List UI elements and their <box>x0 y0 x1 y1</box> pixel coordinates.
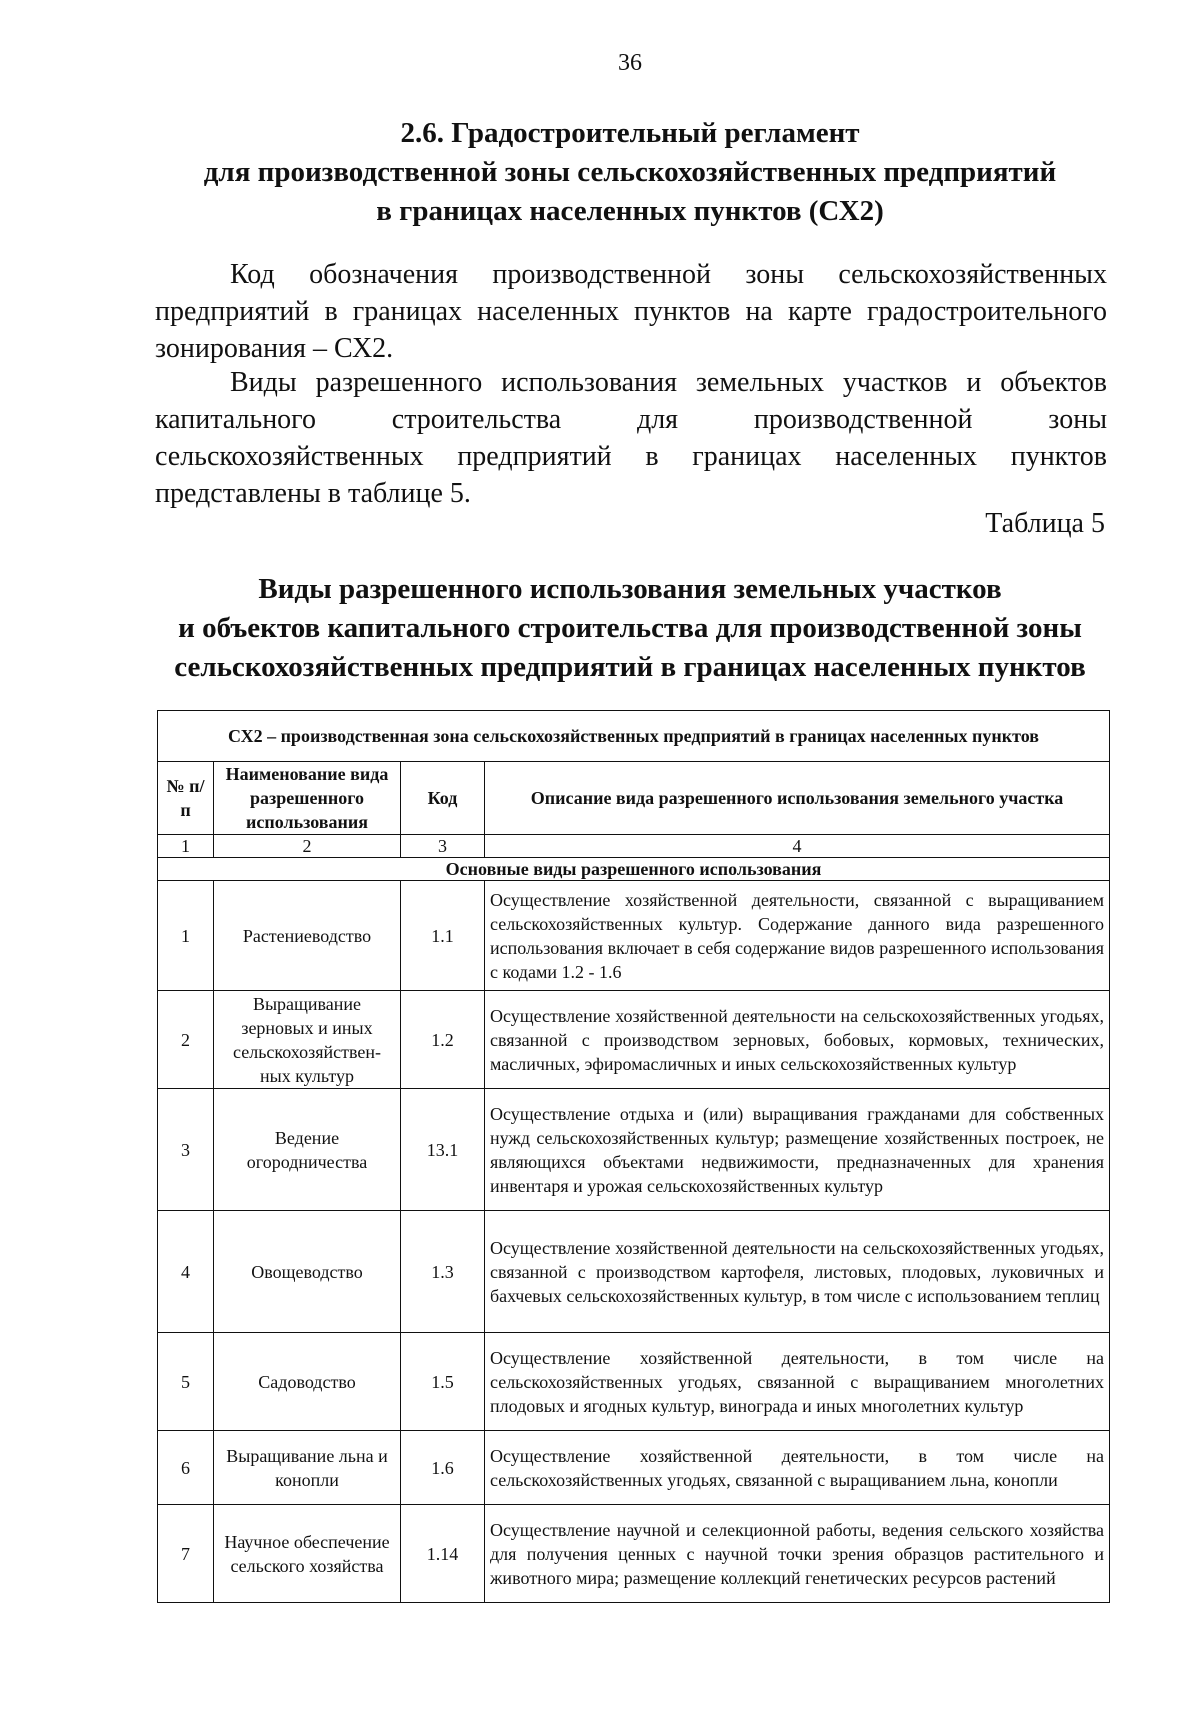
column-header-code: Код <box>401 762 485 835</box>
table-label: Таблица 5 <box>985 508 1105 539</box>
column-number: 1 <box>158 835 214 858</box>
column-header-name: Наименование вида разрешенного использования <box>214 762 401 835</box>
group-title: Основные виды разрешенного использования <box>158 858 1110 881</box>
table-row <box>158 1089 1110 1211</box>
row-description: Осуществление хозяйственной деятельности на сельскохозяйственных угодьях, связанной с производством зерновых, бобовых, кормовых, технических, масличных, эфиромасличных и иных сельскохозяйственных культур <box>485 991 1110 1089</box>
row-name: Овощеводство <box>214 1211 401 1333</box>
page-number: 36 <box>618 50 642 76</box>
table-row <box>158 1505 1110 1603</box>
column-number: 4 <box>485 835 1110 858</box>
row-description: Осуществление научной и селекционной работы, ведения сельского хозяйства для получения ценных с научной точки зрения образцов растительного и животного мира; размещение коллекций генетических ресурсов растений <box>485 1505 1110 1603</box>
section-title-line: для производственной зоны сельскохозяйственных предприятий <box>203 156 1057 188</box>
section-title-line: в границах населенных пунктов (СХ2) <box>376 195 884 227</box>
row-name: Научное обеспечение сельского хозяйства <box>214 1505 401 1603</box>
table-row <box>158 991 1110 1089</box>
table-row <box>158 881 1110 991</box>
row-number: 7 <box>158 1505 214 1603</box>
row-description: Осуществление хозяйственной деятельности, связанной с выращиванием сельскохозяйственных культур. Содержание данного вида разрешенного использования включает в себя содержание видов разрешенного использования с кодами 1.2 - 1.6 <box>485 881 1110 991</box>
paragraph-zone-code: Код обозначения производственной зоны сельскохозяйственных предприятий в границах населенных пунктов на карте градостроительного зонирования – СХ2. <box>155 259 1107 364</box>
row-description: Осуществление отдыха и (или) выращивания гражданами для собственных нужд сельскохозяйственных культур; размещение хозяйственных построек, не являющихся объектами недвижимости, предназначенных для хранения инвентаря и урожая сельскохозяйственных культур <box>485 1089 1110 1211</box>
paragraph-usage-types: Виды разрешенного использования земельных участков и объектов капитального строительства для производственной зоны сельскохозяйственных предприятий в границах населенных пунктов представлены в таблице 5. <box>155 367 1107 509</box>
row-number: 2 <box>158 991 214 1089</box>
column-number: 2 <box>214 835 401 858</box>
row-code: 1.5 <box>401 1333 485 1431</box>
table-row <box>158 1211 1110 1333</box>
row-description: Осуществление хозяйственной деятельности, в том числе на сельскохозяйственных угодьях, связанной с выращиванием льна, конопли <box>485 1431 1110 1505</box>
row-number: 6 <box>158 1431 214 1505</box>
usage-types-table <box>157 710 1110 1603</box>
section-title <box>150 114 1110 231</box>
table-row <box>158 1333 1110 1431</box>
row-code: 13.1 <box>401 1089 485 1211</box>
column-header-number: № п/п <box>158 762 214 835</box>
table-row <box>158 1431 1110 1505</box>
row-number: 1 <box>158 881 214 991</box>
row-name: Выращивание зерновых и иных сельскохозяйствен-ных культур <box>214 991 401 1089</box>
table-title <box>150 570 1110 687</box>
row-code: 1.2 <box>401 991 485 1089</box>
row-code: 1.3 <box>401 1211 485 1333</box>
zone-header: СХ2 – производственная зона сельскохозяйственных предприятий в границах населенных пунктов <box>158 711 1110 762</box>
row-number: 3 <box>158 1089 214 1211</box>
table-title-line: сельскохозяйственных предприятий в границах населенных пунктов <box>174 651 1086 683</box>
table-title-line: Виды разрешенного использования земельных участков <box>258 573 1002 605</box>
column-number: 3 <box>401 835 485 858</box>
row-name: Растениеводство <box>214 881 401 991</box>
row-code: 1.6 <box>401 1431 485 1505</box>
section-title-line: 2.6. Градостроительный регламент <box>400 117 860 149</box>
row-description: Осуществление хозяйственной деятельности, в том числе на сельскохозяйственных угодьях, связанной с выращиванием многолетних плодовых и ягодных культур, винограда и иных многолетних культур <box>485 1333 1110 1431</box>
row-name: Выращивание льна и конопли <box>214 1431 401 1505</box>
row-name: Садоводство <box>214 1333 401 1431</box>
row-code: 1.14 <box>401 1505 485 1603</box>
table-title-line: и объектов капитального строительства для производственной зоны <box>178 612 1082 644</box>
row-number: 5 <box>158 1333 214 1431</box>
row-name: Ведение огородничества <box>214 1089 401 1211</box>
column-header-description: Описание вида разрешенного использования земельного участка <box>485 762 1110 835</box>
row-number: 4 <box>158 1211 214 1333</box>
row-description: Осуществление хозяйственной деятельности на сельскохозяйственных угодьях, связанной с производством картофеля, листовых, плодовых, луковичных и бахчевых сельскохозяйственных культур, в том числе с использованием теплиц <box>485 1211 1110 1333</box>
row-code: 1.1 <box>401 881 485 991</box>
